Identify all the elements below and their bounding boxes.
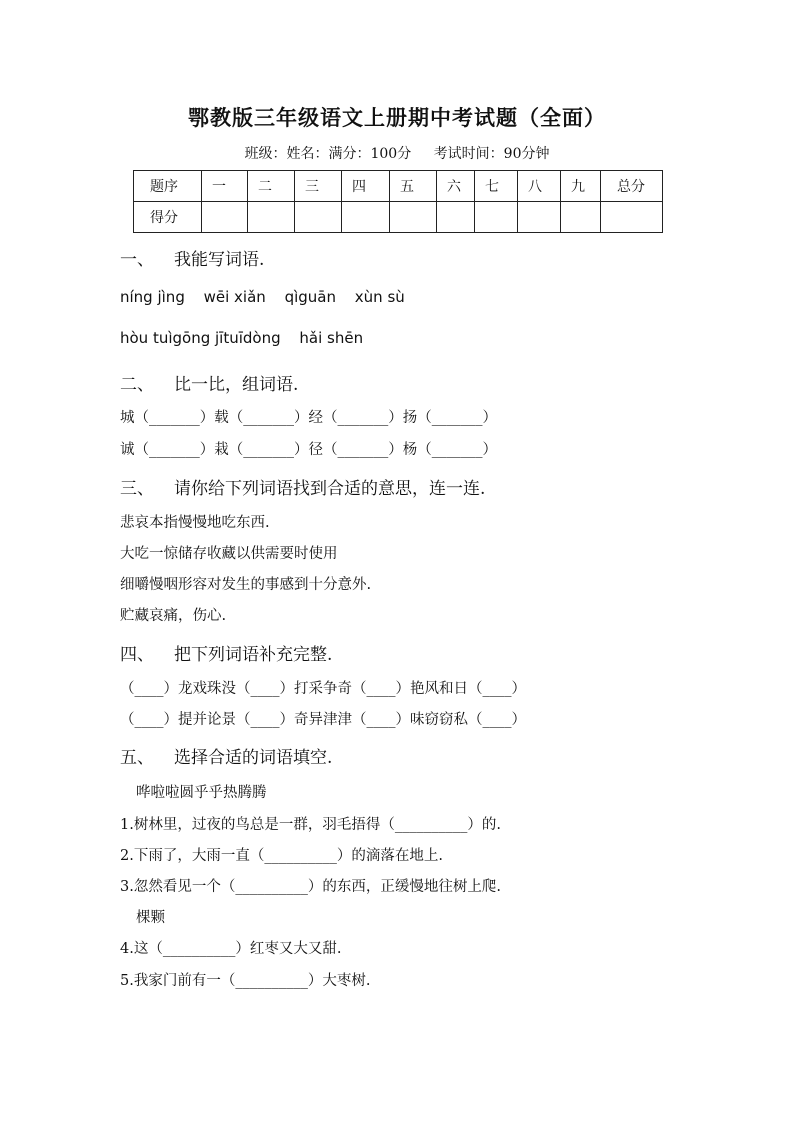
score-input-cell[interactable]: [561, 202, 601, 233]
pinyin-word: wēi xiǎn: [203, 288, 266, 306]
score-table: [133, 170, 663, 233]
score-table-score-row: [134, 202, 663, 233]
word-options-1: 哗啦啦圆乎乎热腾腾: [136, 785, 267, 801]
pinyin-word: qìguān: [284, 288, 337, 306]
score-input-cell[interactable]: [601, 202, 663, 233]
section-number: 一、: [120, 250, 154, 270]
score-input-cell[interactable]: [390, 202, 437, 233]
score-input-cell[interactable]: [342, 202, 390, 233]
pinyin-word: hǎi shēn: [299, 329, 364, 347]
fill-question-4[interactable]: 4.这（__________）红枣又大又甜.: [120, 941, 342, 957]
fill-question-2[interactable]: 2.下雨了，大雨一直（__________）的滴落在地上.: [120, 848, 443, 864]
score-input-cell[interactable]: [518, 202, 561, 233]
score-header-cell: 三: [295, 171, 342, 202]
fill-question-1[interactable]: 1.树林里，过夜的鸟总是一群，羽毛捂得（__________）的.: [120, 817, 501, 833]
score-row-label: 得分: [134, 202, 202, 233]
page-title: 鄂教版三年级语文上册期中考试题（全面）: [188, 105, 606, 130]
idiom-row-1[interactable]: （____）龙戏珠没（____）打采争奇（____）艳风和日（____）: [120, 681, 526, 697]
score-input-cell[interactable]: [248, 202, 295, 233]
score-table-header-row: [134, 171, 663, 202]
compare-row-2[interactable]: 诚（_______）栽（_______）径（_______）杨（_______）: [120, 442, 497, 458]
score-header-cell: 总分: [601, 171, 663, 202]
exam-time: 考试时间：90分钟: [433, 146, 550, 162]
match-line: 悲哀本指慢慢地吃东西.: [120, 515, 270, 531]
score-header-cell: 题序: [134, 171, 202, 202]
word-options-2: 棵颗: [136, 910, 165, 926]
section-title: 选择合适的词语填空.: [174, 748, 333, 768]
score-header-cell: 二: [248, 171, 295, 202]
match-line: 贮藏哀痛，伤心.: [120, 608, 227, 624]
score-input-cell[interactable]: [475, 202, 518, 233]
section-number: 二、: [120, 375, 154, 395]
pinyin-word: níng jìng: [120, 288, 185, 306]
score-input-cell[interactable]: [437, 202, 475, 233]
pinyin-word: xùn sù: [354, 288, 405, 306]
section-number: 三、: [120, 479, 154, 499]
section-5-heading: [120, 743, 332, 768]
idiom-row-2[interactable]: （____）提并论景（____）奇异津津（____）味窃窃私（____）: [120, 712, 526, 728]
fill-question-3[interactable]: 3.忽然看见一个（__________）的东西，正缓慢地往树上爬.: [120, 879, 501, 895]
section-number: 五、: [120, 748, 154, 768]
exam-info: [0, 143, 794, 163]
student-info: 班级：姓名：满分：100分: [244, 146, 412, 162]
section-number: 四、: [120, 645, 154, 665]
score-input-cell[interactable]: [202, 202, 248, 233]
section-1-heading: [120, 245, 264, 270]
pinyin-row-2: [120, 329, 377, 347]
section-title: 我能写词语.: [174, 250, 265, 270]
score-header-cell: 六: [437, 171, 475, 202]
pinyin-word: hòu tuìgōng jītuīdòng: [120, 329, 281, 347]
section-4-heading: [120, 640, 332, 665]
score-header-cell: 四: [342, 171, 390, 202]
compare-row-1[interactable]: 城（_______）载（_______）经（_______）扬（_______）: [120, 410, 497, 426]
section-title: 请你给下列词语找到合适的意思，连一连.: [174, 479, 486, 499]
section-3-heading: [120, 474, 485, 499]
pinyin-row-1: [120, 288, 419, 306]
match-line: 大吃一惊储存收藏以供需要时使用: [120, 546, 338, 562]
score-header-cell: 九: [561, 171, 601, 202]
score-header-cell: 一: [202, 171, 248, 202]
score-input-cell[interactable]: [295, 202, 342, 233]
section-title: 比一比，组词语.: [174, 375, 299, 395]
score-header-cell: 七: [475, 171, 518, 202]
section-title: 把下列词语补充完整.: [174, 645, 333, 665]
section-2-heading: [120, 370, 298, 395]
fill-question-5[interactable]: 5.我家门前有一（__________）大枣树.: [120, 973, 371, 989]
score-header-cell: 八: [518, 171, 561, 202]
score-header-cell: 五: [390, 171, 437, 202]
match-line: 细嚼慢咽形容对发生的事感到十分意外.: [120, 577, 372, 593]
